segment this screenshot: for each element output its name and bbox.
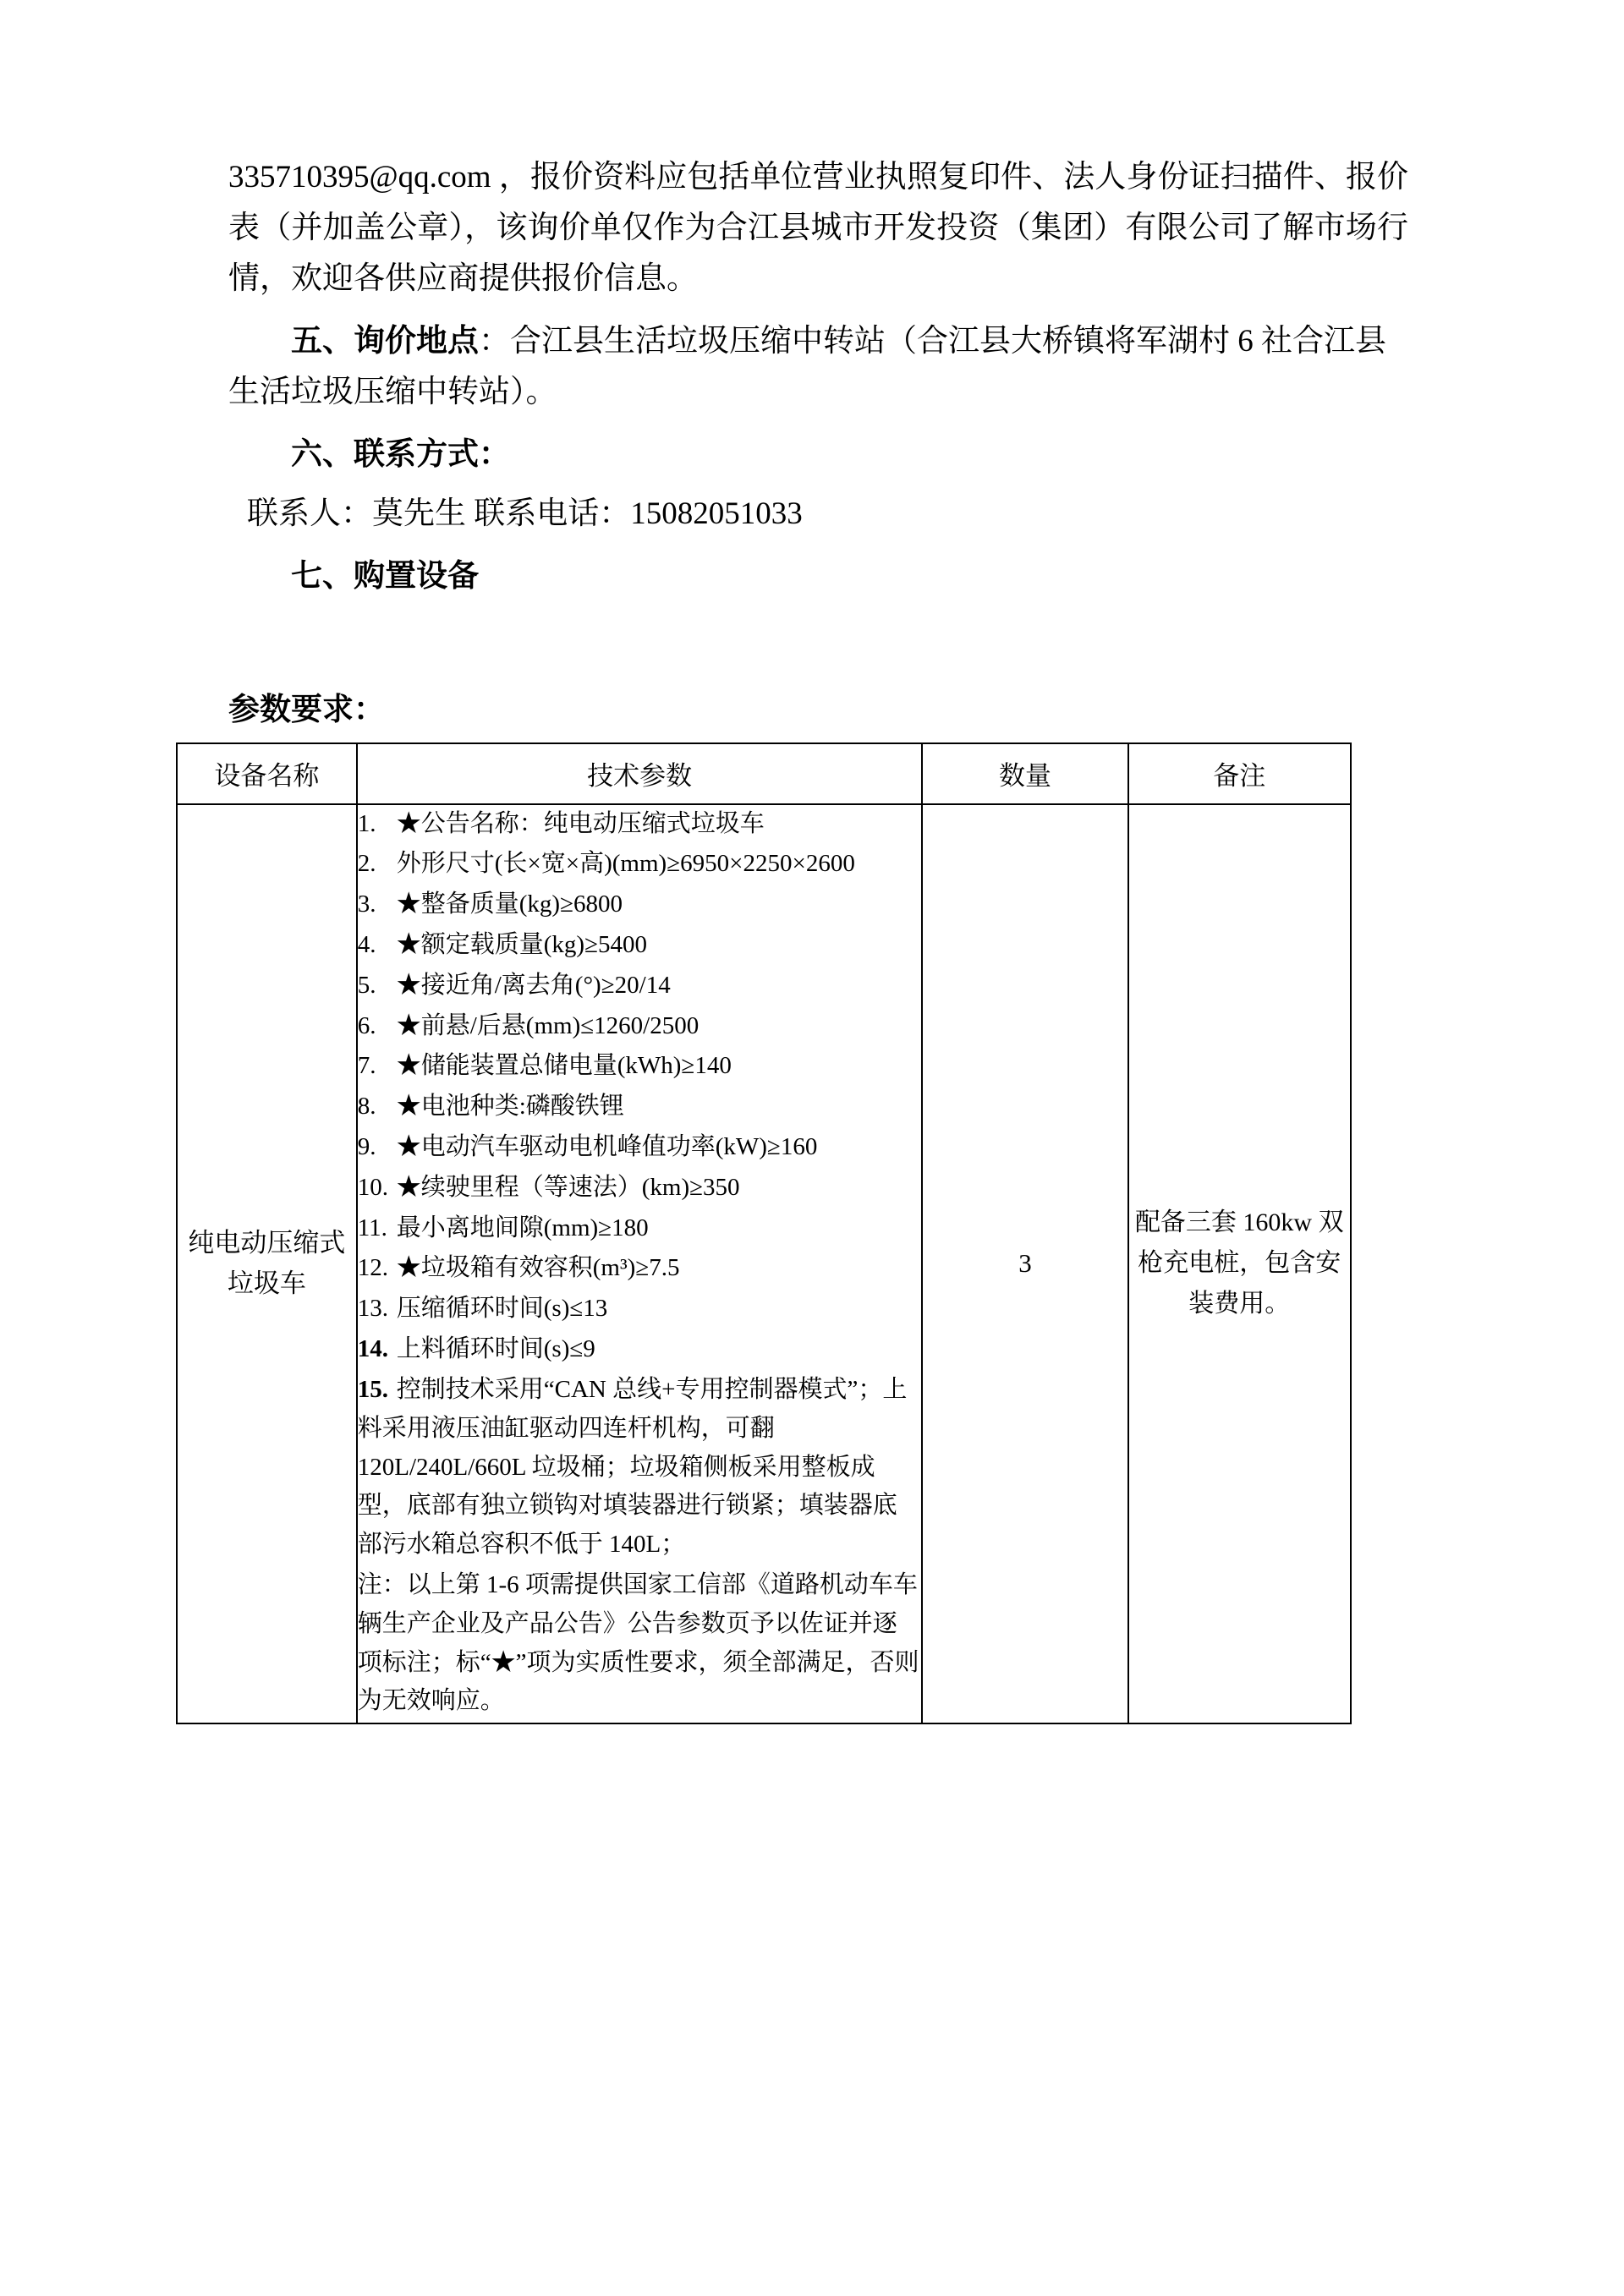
table-row [177,804,1351,1724]
spec-item-list [358,805,922,1564]
list-item [358,967,922,1006]
section-seven-heading: 七、购置设备 [291,558,479,594]
cell-quantity: 3 [922,804,1127,1724]
spec-num: 11. [357,1214,387,1241]
list-item [358,885,922,924]
list-item [358,1088,922,1126]
spec-num: 12. [357,1254,388,1282]
list-item [358,1209,922,1248]
list-item [358,1290,922,1329]
spec-note-text: 注：以上第 1-6 项需提供国家工信部《道路机动车车辆生产企业及产品公告》公告参数页予以佐证并逐项标注；标“★”项为实质性要求，须全部满足，否则为无效响应。 [357,1570,919,1715]
col-header-quantity: 数量 [922,743,1127,804]
spec-num: 3. [357,890,376,918]
list-item [358,1169,922,1208]
spec-num: 10. [357,1173,388,1201]
spec-text: 最小离地间隙(mm)≥180 [396,1214,649,1241]
spec-num: 8. [357,1093,376,1121]
table-header-row [177,743,1351,804]
cell-tech-params [357,804,923,1724]
spec-text: 控制技术采用“CAN 总线+专用控制器模式”；上料采用液压油缸驱动四连杆机构，可翻120L/240L/660L 垃圾桶；垃圾箱侧板采用整板成型，底部有独立锁钩对填装器进行锁紧；填装器底部污水箱总容积不低于 140L； [357,1375,908,1559]
spec-num: 9. [357,1133,376,1160]
intro-paragraph: 335710395@qq.com ，报价资料应包括单位营业执照复印件、法人身份证扫描件、报价表（并加盖公章），该询价单仅作为合江县城市开发投资（集团）有限公司了解市场行情，欢迎各供应商提供报价信息。 [228,160,1408,296]
spec-text: ★额定载质量(kg)≥5400 [396,930,647,958]
spec-text: ★电动汽车驱动电机峰值功率(kW)≥160 [396,1133,818,1160]
spec-table [176,743,1352,1725]
spec-num: 5. [357,971,376,999]
spec-num: 4. [357,930,376,958]
cell-remark: 配备三套 160kw 双枪充电桩，包含安装费用。 [1128,804,1351,1724]
contact-line: 联系人：莫先生 联系电话：15082051033 [247,496,803,531]
list-item [358,805,922,844]
spec-text: 外形尺寸(长×宽×高)(mm)≥6950×2250×2600 [396,850,855,878]
spec-text: ★储能装置总储电量(kWh)≥140 [396,1052,732,1080]
col-header-device-name: 设备名称 [177,743,357,804]
spec-num: 14. [357,1335,388,1363]
spec-text: ★电池种类:磷酸铁锂 [396,1093,624,1121]
spec-text: ★公告名称：纯电动压缩式垃圾车 [396,809,765,837]
cell-device-name: 纯电动压缩式垃圾车 [177,804,357,1724]
spec-num: 1. [357,809,376,837]
col-header-remark: 备注 [1128,743,1351,804]
spec-text: ★续驶里程（等速法）(km)≥350 [396,1173,740,1201]
section-five-number: 五、询价地点 [291,323,479,359]
col-header-tech-params: 技术参数 [357,743,923,804]
list-item [358,1047,922,1086]
list-item [358,845,922,884]
spec-text: 压缩循环时间(s)≤13 [396,1295,608,1323]
list-item [358,1007,922,1046]
section-five-separator: ： [479,323,510,359]
list-item [358,1249,922,1288]
section-six-heading: 六、联系方式： [291,436,510,472]
spec-text: ★前悬/后悬(mm)≤1260/2500 [396,1011,700,1039]
spec-text: 上料循环时间(s)≤9 [396,1335,595,1363]
list-item [358,1371,922,1564]
list-item [358,1128,922,1167]
spec-num: 15. [357,1375,388,1403]
spec-note [358,1566,922,1721]
params-requirements-label: 参数要求： [228,692,385,727]
list-item [358,1330,922,1369]
spec-num: 7. [357,1052,376,1080]
spec-num: 2. [357,850,376,878]
spec-num: 6. [357,1011,376,1039]
spec-text: ★接近角/离去角(°)≥20/14 [396,971,671,999]
section-five [228,316,1408,418]
spec-num: 13. [357,1295,388,1323]
spec-text: ★整备质量(kg)≥6800 [396,890,623,918]
section-five-text: 合江县生活垃圾压缩中转站（合江县大桥镇将军湖村 6 社合江县生活垃圾压缩中转站）。 [228,323,1386,409]
list-item [358,926,922,965]
spec-text: ★垃圾箱有效容积(m³)≥7.5 [396,1254,680,1282]
